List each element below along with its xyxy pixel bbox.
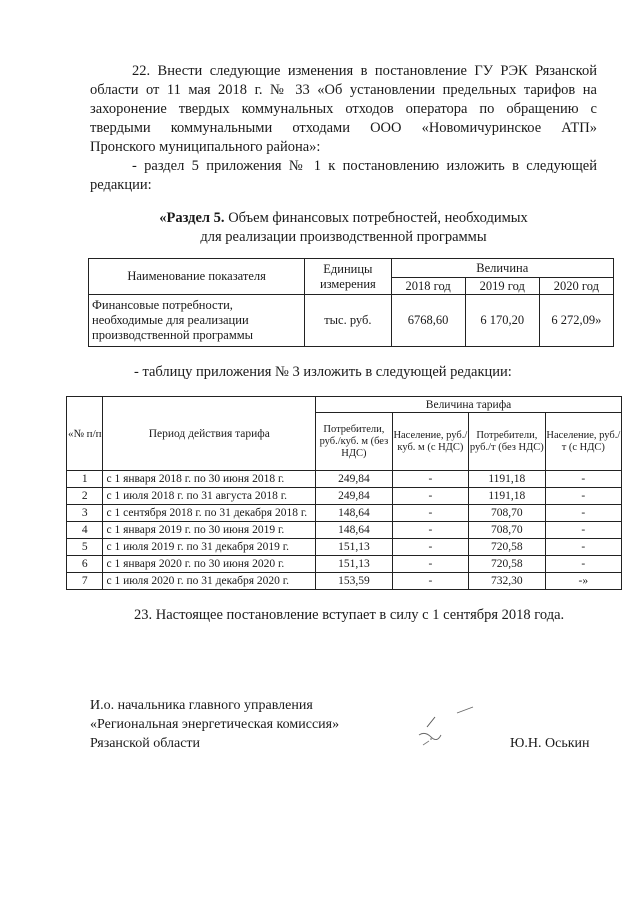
t2-cell-num: 4 [67,522,103,539]
table-row [67,539,622,556]
financial-needs-table [88,258,614,347]
t2-cell-v2: - [392,573,468,590]
item22-line2: области от 11 мая 2018 г. № 33 «Об установлении предельных тарифов на [90,82,597,98]
signer-title-line1: И.о. начальника главного управления [90,698,313,713]
table-row [67,522,622,539]
t2-header-num: «№ п/п [67,397,103,471]
signer-name: Ю.Н. Оськин [510,736,590,751]
item22-line4: твердыми коммунальными отходами ООО «Новомичуринское АТП» [90,120,597,136]
t1-row-2018: 6768,60 [391,295,465,347]
t2-cell-v2: - [392,471,468,488]
item22-line1: 22. Внести следующие изменения в постановление ГУ РЭК Рязанской [132,63,597,79]
t2-header-period: Период действия тарифа [103,397,316,471]
t2-cell-v4: - [545,556,621,573]
section5-title-bold: «Раздел 5. [159,210,225,226]
section5-title-rest: Объем финансовых потребностей, необходимых [224,210,528,226]
signer-title-line2: «Региональная энергетическая комиссия» [90,717,340,732]
item23: 23. Настоящее постановление вступает в силу с 1 сентября 2018 года. [134,607,565,623]
table-row [67,488,622,505]
t2-cell-v4: - [545,488,621,505]
t2-cell-v4: - [545,505,621,522]
t2-sub-consumers-m3: Потребители, руб./куб. м (без НДС) [316,413,393,471]
t2-cell-period: с 1 января 2018 г. по 30 июня 2018 г. [103,471,316,488]
t2-cell-num: 7 [67,573,103,590]
t2-cell-v2: - [392,488,468,505]
t2-sub-consumers-t: Потребители, руб./т (без НДС) [469,413,546,471]
handwritten-signature-icon [405,705,485,755]
t2-cell-v4: -» [545,573,621,590]
t2-cell-num: 3 [67,505,103,522]
t2-cell-num: 5 [67,539,103,556]
t2-sub-population-t: Население, руб./т (с НДС) [545,413,621,471]
t2-cell-v1: 148,64 [316,505,393,522]
t2-cell-v3: 720,58 [469,539,546,556]
t2-cell-v1: 153,59 [316,573,393,590]
t2-cell-v1: 249,84 [316,488,393,505]
table3-intro: - таблицу приложения № 3 изложить в следующей редакции: [134,364,512,380]
t2-cell-v2: - [392,539,468,556]
t2-sub-population-m3: Население, руб./куб. м (с НДС) [392,413,468,471]
table-row [67,556,622,573]
t1-header-units: Единицы измерения [305,259,391,295]
t2-cell-v1: 151,13 [316,539,393,556]
item22-line5: Пронского муниципального района»: [90,139,321,155]
t1-year-2020: 2020 год [539,278,613,295]
section5-title-line2: для реализации производственной программы [200,229,487,245]
t2-cell-num: 6 [67,556,103,573]
item22-line3: захоронение твердых коммунальных отходов оператора по обращению с [90,101,597,117]
t2-cell-v3: 1191,18 [469,471,546,488]
t2-cell-v3: 708,70 [469,505,546,522]
section5-title [90,209,597,228]
t2-cell-v4: - [545,471,621,488]
table-row [67,471,622,488]
t1-row-units: тыс. руб. [305,295,391,347]
signer-title-line3: Рязанской области [90,736,201,751]
t2-cell-v4: - [545,522,621,539]
t2-cell-period: с 1 июля 2018 г. по 31 августа 2018 г. [103,488,316,505]
t2-cell-v3: 1191,18 [469,488,546,505]
t2-cell-v4: - [545,539,621,556]
t2-cell-num: 1 [67,471,103,488]
t2-cell-period: с 1 января 2020 г. по 30 июня 2020 г. [103,556,316,573]
t2-cell-v2: - [392,505,468,522]
t2-cell-v3: 708,70 [469,522,546,539]
t2-cell-period: с 1 января 2019 г. по 30 июня 2019 г. [103,522,316,539]
t1-row-name: Финансовые потребности, необходимые для реализации производственной программы [89,295,305,347]
item22-line7: редакции: [90,177,152,193]
t1-header-name: Наименование показателя [89,259,305,295]
t1-year-2019: 2019 год [465,278,539,295]
t2-cell-period: с 1 сентября 2018 г. по 31 декабря 2018 г. [103,505,316,522]
t2-cell-v3: 732,30 [469,573,546,590]
t1-header-value: Величина [391,259,614,278]
t2-body [67,471,622,590]
t2-header-value: Величина тарифа [316,397,622,413]
table-row [67,505,622,522]
t2-cell-v1: 249,84 [316,471,393,488]
t1-year-2018: 2018 год [391,278,465,295]
t2-cell-v2: - [392,522,468,539]
t2-cell-v1: 148,64 [316,522,393,539]
t1-row-2020: 6 272,09» [539,295,613,347]
tariff-table [66,396,622,590]
table-row [67,573,622,590]
item22-line6: - раздел 5 приложения № 1 к постановлению изложить в следующей [132,158,597,174]
t2-cell-num: 2 [67,488,103,505]
t1-row-2019: 6 170,20 [465,295,539,347]
t2-cell-period: с 1 июля 2020 г. по 31 декабря 2020 г. [103,573,316,590]
t2-cell-period: с 1 июля 2019 г. по 31 декабря 2019 г. [103,539,316,556]
t2-cell-v1: 151,13 [316,556,393,573]
t2-cell-v3: 720,58 [469,556,546,573]
t2-cell-v2: - [392,556,468,573]
